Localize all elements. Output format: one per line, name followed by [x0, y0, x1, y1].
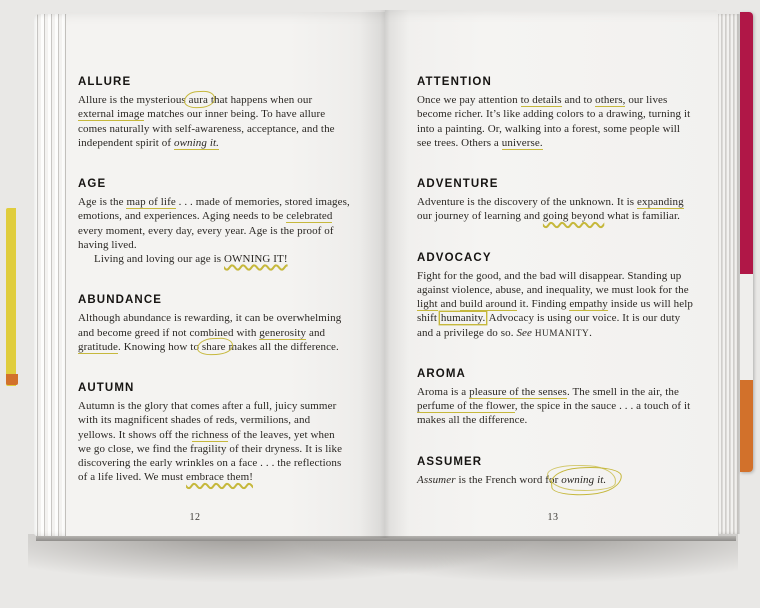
highlight-i-u: owning it. [174, 136, 220, 149]
entry-term: ABUNDANCE [78, 294, 163, 307]
highlight-i-scrib: owning it. [561, 473, 607, 486]
highlight-u: expanding [636, 196, 684, 209]
highlight-i: Assumer [417, 473, 456, 486]
left-page-edges [34, 14, 67, 536]
entry-term: ADVENTURE [417, 178, 499, 191]
glossary-entry [417, 177, 693, 224]
text-run: Once we pay attention [417, 94, 521, 107]
highlight-u: build around [459, 298, 517, 311]
text-run: makes all the difference. [225, 340, 339, 353]
text-run: Age is the [78, 196, 127, 209]
highlight-u: empathy [569, 298, 608, 311]
highlight-u: external image [78, 108, 145, 121]
cover-orange-band [740, 380, 753, 472]
text-run: Although abundance is rewarding, it can be overwhelming and become greed if not combined with [78, 312, 342, 339]
glossary-entry [417, 455, 693, 487]
text-run: Living and loving our age is [94, 253, 224, 266]
highlight-w: OWNING IT! [224, 253, 288, 266]
text-run: Autumn is the glory that comes after a full, juicy summer with its magnificent shades of reds, vermilions, and yellows. It shows off the [78, 400, 337, 441]
text-run: Aroma is a [417, 386, 470, 399]
glossary-entry [417, 75, 693, 150]
highlight-u: richness [191, 428, 229, 441]
entry-term: ALLURE [78, 76, 132, 88]
entry-term: AROMA [417, 367, 466, 380]
cover-white-band [740, 274, 753, 380]
highlight-w: embrace them! [186, 471, 253, 484]
text-run: Allure is the mysterious [78, 94, 189, 107]
cover-crimson-band [740, 12, 753, 274]
highlight-box: humanity. [440, 312, 486, 325]
text-run: our lives become richer. It’s like adding colors to a drawing, turning it into a painting. Or, walking into a forest, some people will see trees. Others a [417, 94, 691, 149]
text-run: . [589, 326, 593, 339]
entry-term: ADVOCACY [417, 251, 492, 264]
entry-text [78, 93, 350, 150]
text-run: Fight for the good, and the bad will disappear. Standing up against violence, abuse, and inequality, we must look for the [417, 269, 689, 297]
highlight-circle: aura [188, 94, 208, 107]
entry-text [78, 195, 350, 252]
highlight-u: gratitude [78, 340, 118, 353]
glossary-entry [417, 251, 693, 340]
entry-term: ASSUMER [417, 455, 483, 468]
entry-text [417, 195, 693, 223]
highlight-u: light [417, 298, 438, 311]
text-run: , the spice in the sauce . . . a touch of it makes all the difference. [417, 400, 691, 427]
right-page-content [417, 75, 693, 514]
text-run: . . . made of memories, stored images, emotions, and experiences. Aging needs to be [78, 196, 350, 223]
book-drop-shadow [28, 534, 738, 604]
highlight-w: going beyond [542, 210, 605, 223]
highlight-u: universe. [501, 136, 543, 149]
text-run: inside us will help shift [417, 298, 694, 325]
text-run: what is familiar. [604, 210, 681, 223]
page-number-left: 12 [189, 512, 201, 523]
text-run: it. Finding [516, 298, 570, 311]
text-run: and to [561, 94, 596, 107]
text-run: that happens when our [207, 94, 313, 107]
entry-term: ATTENTION [417, 76, 492, 88]
entry-text [78, 252, 350, 266]
text-run: Adventure is the discovery of the unknown. It is [417, 196, 637, 209]
highlight-u: celebrated [286, 210, 333, 223]
text-run: our journey of learning and [417, 210, 543, 223]
highlight-circle: share [201, 340, 226, 353]
entry-text [417, 473, 693, 487]
text-run: is the French word for [455, 473, 562, 486]
glossary-entry [78, 381, 350, 484]
text-run: Advocacy is using our voice. It is our duty and a privilege do so. [417, 312, 681, 339]
highlight-u: to details [520, 94, 562, 107]
text-run: matches our inner being. To have allure comes naturally with self-awareness, acceptance, and the independent spirit of [78, 108, 335, 149]
entry-text [417, 385, 693, 428]
highlight-u: others, [595, 94, 626, 107]
orange-cover-tab [6, 374, 18, 385]
entry-text [78, 399, 350, 484]
right-fore-edge [718, 14, 740, 534]
entry-text [78, 311, 350, 354]
text-run: and [437, 298, 460, 311]
highlight-u: perfume of the flower [417, 400, 515, 413]
text-run: . Knowing how to [118, 340, 202, 353]
left-page-content [78, 75, 350, 511]
text-run: every moment, every day, every year. Age is the proof of having lived. [78, 224, 334, 251]
entry-term: AUTUMN [78, 382, 135, 395]
bottom-page-edge [36, 536, 736, 541]
highlight-sc: HUMANITY [534, 327, 590, 338]
highlight-u: generosity [259, 326, 307, 339]
yellow-cover-tab [6, 208, 16, 386]
highlight-i: See [516, 326, 533, 339]
page-number-right: 13 [547, 512, 559, 523]
glossary-entry [78, 75, 350, 150]
glossary-entry [78, 293, 350, 354]
entry-term: AGE [78, 178, 107, 191]
text-run: . The smell in the air, the [566, 386, 679, 399]
text-run: and [306, 326, 326, 339]
entry-text [417, 269, 693, 340]
glossary-entry [78, 177, 350, 266]
highlight-u: pleasure of the senses [469, 386, 567, 399]
highlight-u: map of life [126, 196, 176, 209]
back-cover-edge [740, 12, 753, 472]
entry-text [417, 93, 693, 150]
text-run: of the leaves, yet when we go close, we find the fragility of their dryness. It is like discovering the early wrinkles on a face . . . the reflections of a life lived. We must [78, 428, 343, 484]
glossary-entry [417, 367, 693, 428]
